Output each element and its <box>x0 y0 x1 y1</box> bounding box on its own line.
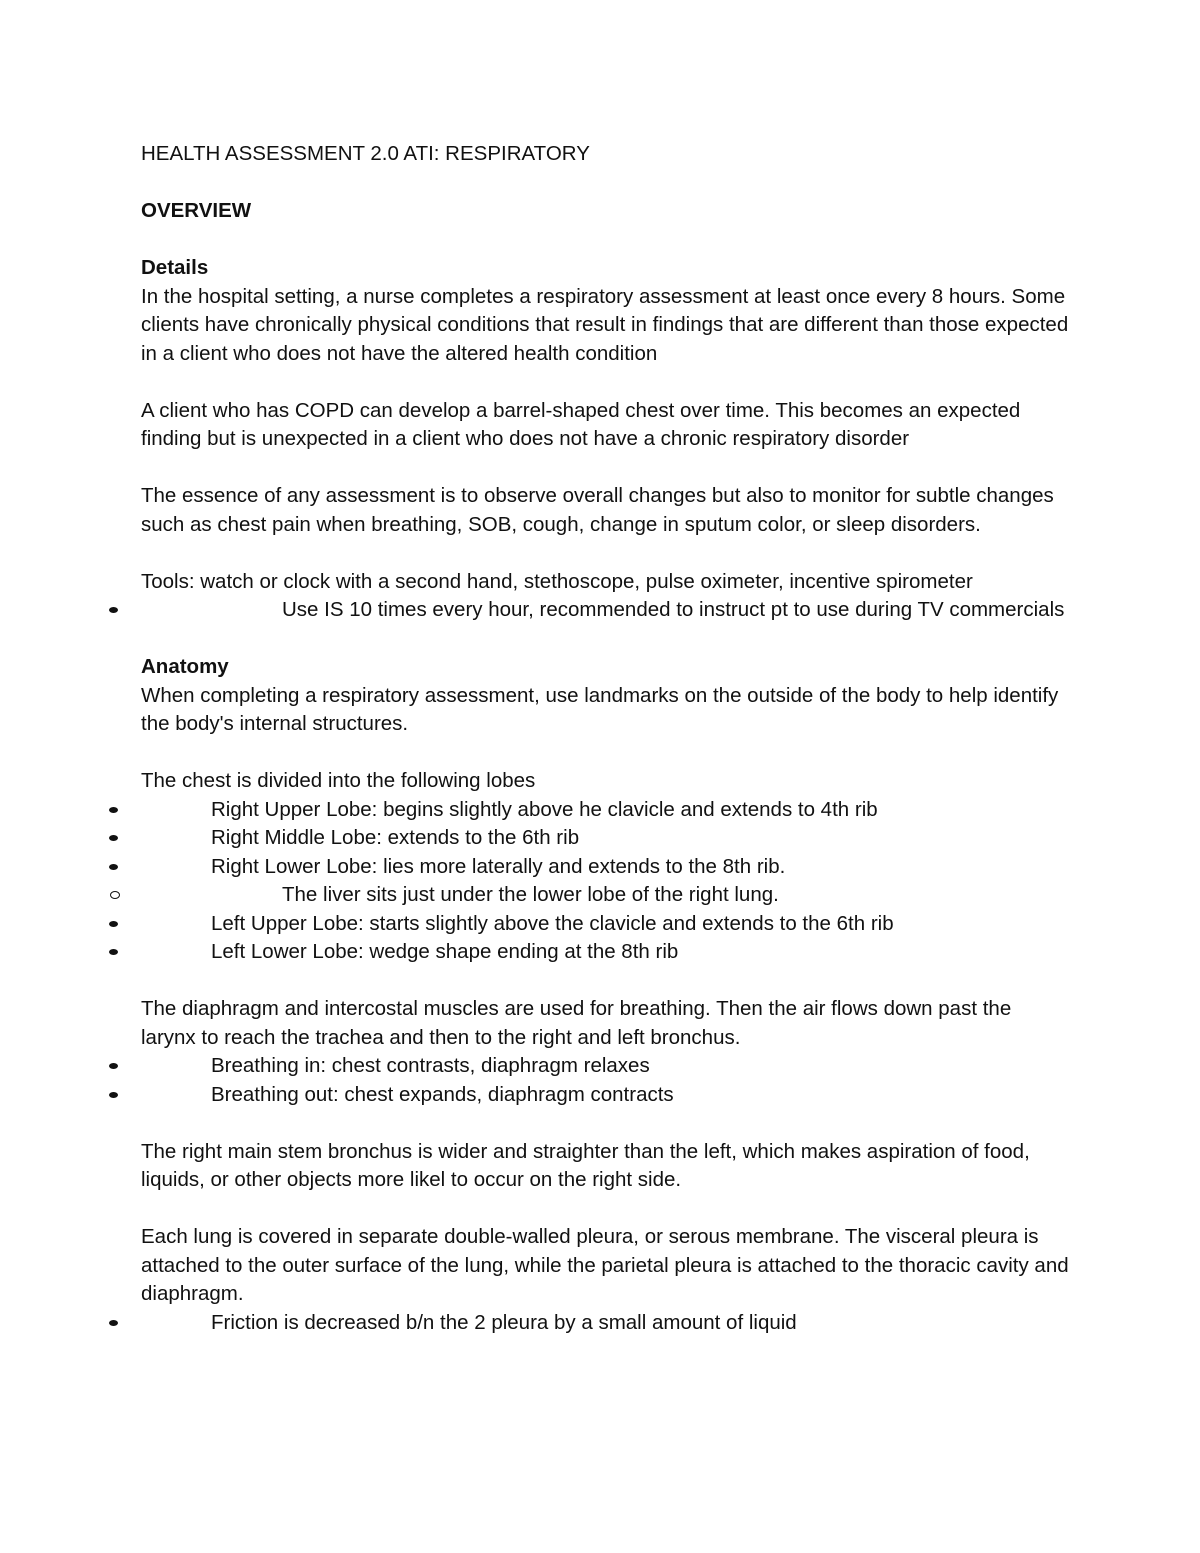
lobes-list <box>141 796 1071 967</box>
list-item: Breathing out: chest expands, diaphragm contracts <box>141 1081 1071 1110</box>
sub-list-item: The liver sits just under the lower lobe of the right lung. <box>141 881 1071 910</box>
lobes-intro: The chest is divided into the following lobes <box>141 769 536 792</box>
bronchus-paragraph: The right main stem bronchus is wider and straighter than the left, which makes aspiration of food, liquids, or other objects more likel to occur on the right side. <box>141 1139 1030 1191</box>
list-item: Breathing in: chest contrasts, diaphragm relaxes <box>141 1052 1071 1081</box>
pleura-paragraph: Each lung is covered in separate double-walled pleura, or serous membrane. The visceral pleura is attached to the outer surface of the lung, while the parietal pleura is attached to the thoracic cavity and diaphragm. <box>141 1225 1069 1305</box>
pleura-list <box>141 1309 1071 1338</box>
details-heading: Details <box>141 256 209 279</box>
anatomy-heading: Anatomy <box>141 655 229 678</box>
details-paragraph-1: In the hospital setting, a nurse completes a respiratory assessment at least once every 8 hours. Some clients have chronically physical conditions that result in findings that are different than those expected in a client who does not have the altered health condition <box>141 284 1069 365</box>
list-item: Right Middle Lobe: extends to the 6th rib <box>141 824 1071 853</box>
list-item: Right Upper Lobe: begins slightly above he clavicle and extends to 4th rib <box>141 796 1071 825</box>
document-page <box>141 140 1071 1337</box>
list-item: Left Upper Lobe: starts slightly above the clavicle and extends to the 6th rib <box>141 910 1071 939</box>
list-item: Right Lower Lobe: lies more laterally and extends to the 8th rib. <box>141 853 1071 882</box>
list-item: Friction is decreased b/n the 2 pleura by a small amount of liquid <box>141 1309 1071 1338</box>
breathing-paragraph: The diaphragm and intercostal muscles are used for breathing. Then the air flows down past the larynx to reach the trachea and then to the right and left bronchus. <box>141 997 1012 1049</box>
breathing-list <box>141 1052 1071 1109</box>
document-title: HEALTH ASSESSMENT 2.0 ATI: RESPIRATORY <box>141 142 590 165</box>
anatomy-paragraph-1: When completing a respiratory assessment, use landmarks on the outside of the body to help identify the body's internal structures. <box>141 683 1059 735</box>
overview-heading: OVERVIEW <box>141 199 252 222</box>
details-paragraph-2: A client who has COPD can develop a barrel-shaped chest over time. This becomes an expected finding but is unexpected in a client who does not have a chronic respiratory disorder <box>141 398 1021 450</box>
list-item: Use IS 10 times every hour, recommended to instruct pt to use during TV commercials <box>141 596 1071 625</box>
tools-line: Tools: watch or clock with a second hand, stethoscope, pulse oximeter, incentive spirometer <box>141 569 973 593</box>
tools-list <box>141 596 1071 625</box>
details-paragraph-3: The essence of any assessment is to observe overall changes but also to monitor for subtle changes such as chest pain when breathing, SOB, cough, change in sputum color, or sleep disorders. <box>141 484 1054 536</box>
list-item: Left Lower Lobe: wedge shape ending at the 8th rib <box>141 938 1071 967</box>
